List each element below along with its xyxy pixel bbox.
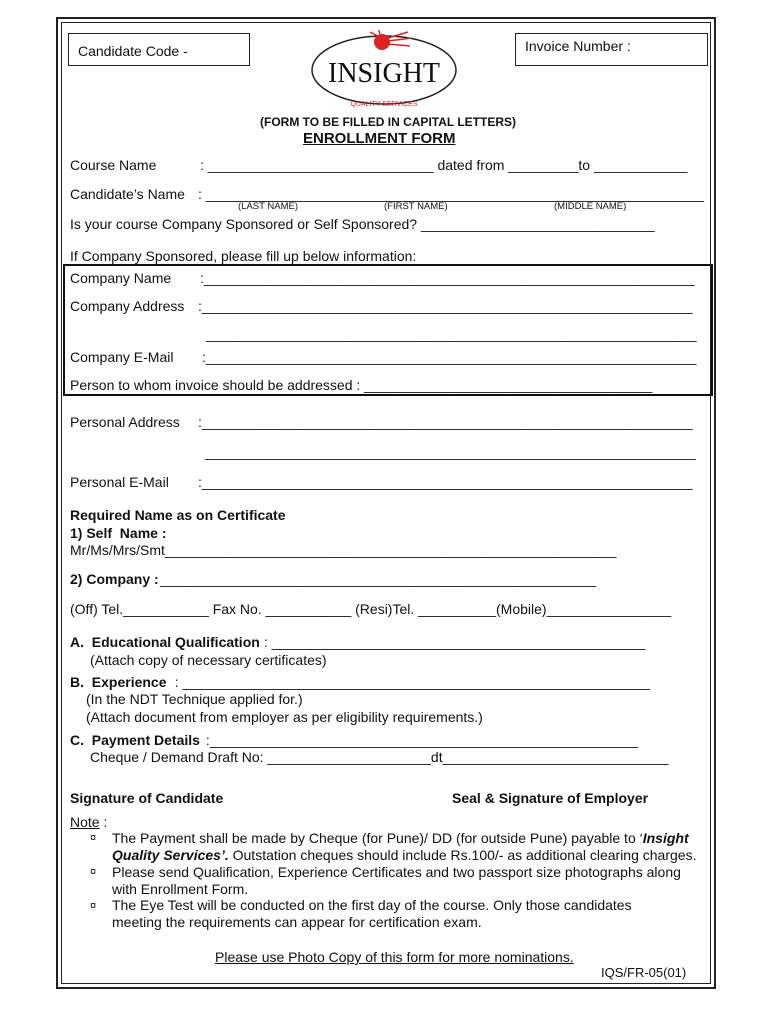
self-name-label: 1) Self Name : xyxy=(70,525,167,541)
education-label: A. Educational Qualification xyxy=(70,634,260,650)
company-name-label: Company Name xyxy=(70,270,172,286)
company-address-field-2[interactable]: _______________________________________________________________ xyxy=(206,326,697,342)
logo-text: INSIGHT xyxy=(328,58,440,89)
company-email-label: Company E-Mail xyxy=(70,349,174,365)
course-name-label: Course Name xyxy=(70,157,157,173)
experience-label: B. Experience xyxy=(70,674,167,690)
cheque-field[interactable]: Cheque / Demand Draft No: _____________________dt_____________________________ xyxy=(90,749,669,765)
first-name-caption: (FIRST NAME) xyxy=(384,201,448,212)
required-name-heading: Required Name as on Certificate xyxy=(70,507,286,523)
bullet-icon: ¤ xyxy=(90,900,97,912)
employer-signature-label: Seal & Signature of Employer xyxy=(452,790,649,806)
self-name-field[interactable]: Mr/Ms/Mrs/Smt__________________________________________________________ xyxy=(70,542,617,558)
sponsor-question[interactable]: Is your course Company Sponsored or Self Sponsored? ______________________________ xyxy=(70,216,655,232)
company-sponsored-intro: If Company Sponsored, please fill up below information: xyxy=(70,248,417,264)
company-email-field[interactable]: :_______________________________________________________________ xyxy=(202,349,697,365)
note-heading: Note : xyxy=(70,814,108,830)
candidate-name-label: Candidate’s Name xyxy=(70,186,185,202)
note-3-line-1: The Eye Test will be conducted on the first day of the course. Only those candidates xyxy=(112,897,632,913)
form-title: ENROLLMENT FORM xyxy=(303,130,456,147)
candidate-code-label: Candidate Code - xyxy=(78,43,188,59)
course-name-field[interactable]: : _____________________________ dated from _________to ____________ xyxy=(200,157,688,173)
form-instruction: (FORM TO BE FILLED IN CAPITAL LETTERS) xyxy=(260,115,516,129)
experience-note-1: (In the NDT Technique applied for.) xyxy=(86,691,303,707)
company-name-cert-field[interactable]: ________________________________________________________ xyxy=(160,571,597,587)
company-name-field[interactable]: :_______________________________________________________________ xyxy=(200,270,695,286)
note-2-line-1: Please send Qualification, Experience Certificates and two passport size photographs along xyxy=(112,864,681,880)
note-3-line-2: meeting the requirements can appear for certification exam. xyxy=(112,914,482,930)
experience-field[interactable]: : ____________________________________________________________ xyxy=(167,674,650,690)
photocopy-note: Please use Photo Copy of this form for more nominations. xyxy=(215,949,574,965)
candidate-signature-label: Signature of Candidate xyxy=(70,790,224,806)
telephone-fields[interactable]: (Off) Tel.___________ Fax No. ___________ (Resi)Tel. __________(Mobile)________________ xyxy=(70,601,672,617)
form-code: IQS/FR-05(01) xyxy=(601,965,687,980)
company-address-label: Company Address xyxy=(70,298,185,314)
personal-address-field-2[interactable]: _______________________________________________________________ xyxy=(205,444,696,460)
candidate-name-field[interactable]: : ________________________________________________________________ xyxy=(198,186,705,202)
last-name-caption: (LAST NAME) xyxy=(238,201,299,212)
bullet-icon: ¤ xyxy=(90,866,97,878)
invoice-person-field[interactable]: Person to whom invoice should be addressed : _____________________________________ xyxy=(70,377,653,393)
note-1-line-1: The Payment shall be made by Cheque (for Pune)/ DD (for outside Pune) payable to ‘Insight xyxy=(112,830,689,846)
note-2-line-2: with Enrollment Form. xyxy=(112,881,249,897)
education-note: (Attach copy of necessary certificates) xyxy=(90,652,327,668)
personal-address-field[interactable]: :_______________________________________________________________ xyxy=(198,414,693,430)
payment-label: C. Payment Details xyxy=(70,732,200,748)
invoice-number-label: Invoice Number : xyxy=(525,38,631,54)
note-1-line-2: Quality Services’. Outstation cheques should include Rs.100/- as additional clearing charges. xyxy=(112,847,697,863)
personal-email-field[interactable]: :_______________________________________________________________ xyxy=(198,474,693,490)
payment-field[interactable]: :_______________________________________________________ xyxy=(202,732,639,748)
company-name-cert-label: 2) Company : xyxy=(70,571,159,587)
bullet-icon: ¤ xyxy=(90,832,97,844)
personal-email-label: Personal E-Mail xyxy=(70,474,169,490)
insight-logo xyxy=(308,30,460,112)
logo-subtext: QUALITY SERVICES xyxy=(350,101,418,108)
company-address-field[interactable]: :_______________________________________________________________ xyxy=(198,298,693,314)
personal-address-label: Personal Address xyxy=(70,414,180,430)
middle-name-caption: (MIDDLE NAME) xyxy=(554,201,627,212)
education-field[interactable]: : ________________________________________________ xyxy=(260,634,646,650)
experience-note-2: (Attach document from employer as per eligibility requirements.) xyxy=(86,709,483,725)
